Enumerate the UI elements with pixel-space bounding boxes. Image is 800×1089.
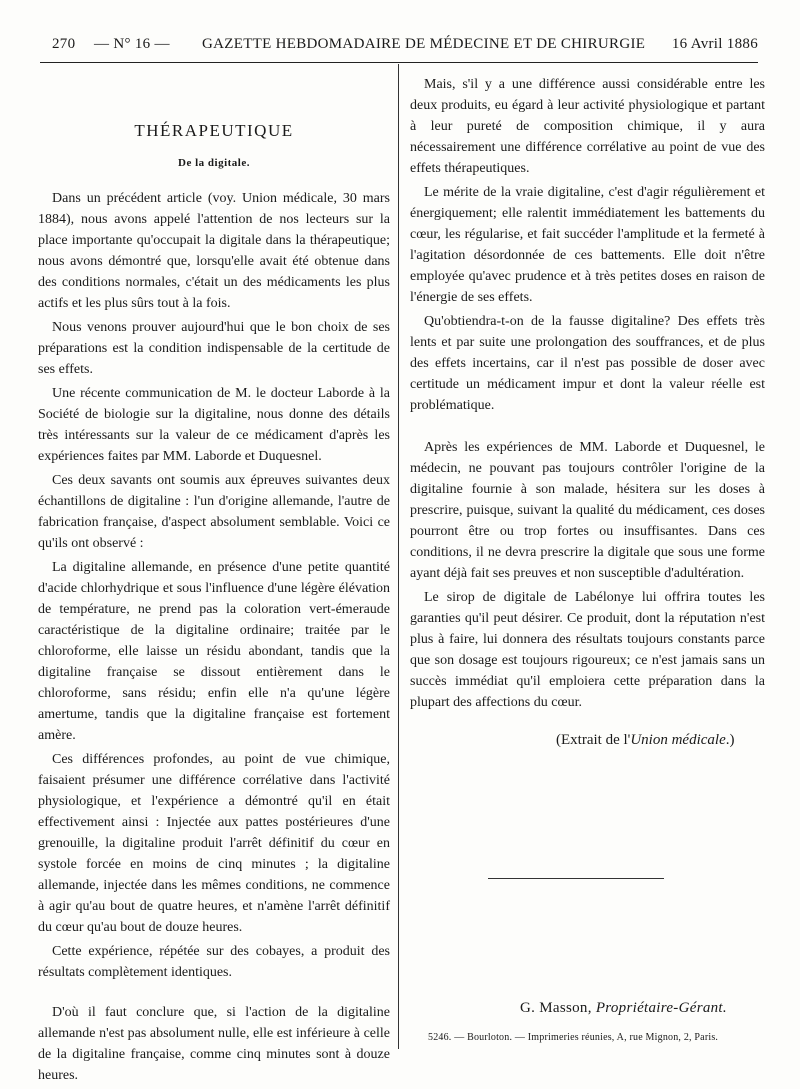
extract-source: Union médicale xyxy=(630,732,726,748)
signature-name: G. Masson, xyxy=(520,1000,592,1016)
page-header xyxy=(40,36,758,63)
paragraph: Ces différences profondes, au point de vue chimique, faisaient présumer une différence corrélative dans l'activité physiologique, et l'expérience a démontré qu'il en était effectivement ainsi : Injectée aux pattes postérieures d'une grenouille, la digitaline produit l'arrêt définitif du cœur en systole forcée en moins de cinq minutes ; la digitaline allemande, injectée dans les mêmes conditions, ne commence à agir qu'au bout de quatre heures, et n'amène l'arrêt définitif du cœur qu'au bout de douze heures. xyxy=(38,752,390,935)
printer-imprint: 5246. — Bourloton. — Imprimeries réunies, A, rue Mignon, 2, Paris. xyxy=(428,1032,719,1043)
paragraph: La digitaline allemande, en présence d'une petite quantité d'acide chlorhydrique et sous l'influence d'une légère élévation de température, ne prend pas la coloration vert-émeraude caractéristique de la digitaline ordinaire; traitée par le chloroforme, elle laisse un résidu abondant, tandis que la digitaline française se dissout entièrement dans le chloroforme, sans résidu; enfin elle n'a qu'une légère amertume, tandis que la digitaline française est fortement amère. xyxy=(38,560,390,743)
paragraph: D'où il faut conclure que, si l'action de la digitaline allemande n'est pas absolument nulle, elle est inférieure à celle de la digitaline française, comme cinq minutes sont à douze heures. xyxy=(38,1005,390,1083)
paragraph: Le sirop de digitale de Labélonye lui offrira toutes les garanties qu'il peut désirer. Ce produit, dont la réputation n'est plus à faire, lui donnera des résultats toujours constants parce que son dosage est toujours rigoureux; ce n'est jamais sans un succès immédiat qu'il emploiera cette préparation dans la plupart des affections du cœur. xyxy=(410,590,765,710)
spacer xyxy=(38,986,390,1002)
left-column xyxy=(38,120,390,1089)
paragraph: Nous venons prouver aujourd'hui que le bon choix de ses préparations est la condition indispensable de la certitude de ses effets. xyxy=(38,320,390,377)
paragraph: Après les expériences de MM. Laborde et Duquesnel, le médecin, ne pouvant pas toujours contrôler l'origine de la digitaline fournie à son malade, hésitera sur les doses à prescrire, puisque, suivant la qualité du médicament, ces doses pourront être ou trop fortes ou insuffisantes. Dans ces conditions, il ne devra prescrire la digitale que sous une forme ayant déjà fait ses preuves et non susceptible d'adultération. xyxy=(410,440,765,581)
paragraph: Mais, s'il y a une différence aussi considérable entre les deux produits, eu égard à leur activité physiologique et partant à leur pureté de composition chimique, il y aura nécessairement une différence corrélative au point de vue des effets thérapeutiques. xyxy=(410,77,765,176)
signature-role: Propriétaire-Gérant. xyxy=(595,1000,727,1016)
right-column xyxy=(410,74,765,716)
paragraph: Une récente communication de M. le docteur Laborde à la Société de biologie sur la digitaline, nous donne des détails très intéressants sur la valeur de ce médicament d'après les expériences faites par MM. Laborde et Duquesnel. xyxy=(38,386,390,464)
journal-title: GAZETTE HEBDOMADAIRE DE MÉDECINE ET DE CHIRURGIE xyxy=(202,36,646,52)
paragraph: Dans un précédent article (voy. Union médicale, 30 mars 1884), nous avons appelé l'attention de nos lecteurs sur la place importante qu'occupait la digitale dans la thérapeutique; nous avons démontré que, lorsqu'elle avait été obtenue dans des conditions normales, c'était un des médicaments les plus actifs et les plus sûrs tout à la fois. xyxy=(38,191,390,311)
article-subtitle: De la digitale. xyxy=(178,157,250,169)
extract-prefix: (Extrait de l' xyxy=(556,732,631,748)
signature xyxy=(520,1000,727,1017)
spacer xyxy=(410,419,765,437)
section-title: THÉRAPEUTIQUE xyxy=(134,121,294,140)
page-number: 270 xyxy=(52,36,76,52)
extract-credit xyxy=(556,732,734,749)
paragraph: Cette expérience, répétée sur des cobayes, a produit des résultats complètement identiques. xyxy=(38,944,390,980)
end-rule xyxy=(488,878,664,879)
paragraph: Qu'obtiendra-t-on de la fausse digitaline? Des effets très lents et par suite une prolongation des souffrances, et de plus des effets incertains, car il n'est pas possible de doser avec certitude un médicament impur et dont la valeur réelle est problématique. xyxy=(410,314,765,413)
column-divider xyxy=(398,64,399,1049)
issue-number: — N° 16 — xyxy=(94,36,170,52)
paragraph: Ces deux savants ont soumis aux épreuves suivantes deux échantillons de digitaline : l'un d'origine allemande, l'autre de fabrication française, d'aspect absolument semblable. Voici ce qu'ils ont observé : xyxy=(38,473,390,551)
issue-date: 16 Avril 1886 xyxy=(671,36,758,52)
paragraph: Le mérite de la vraie digitaline, c'est d'agir régulièrement et énergiquement; elle ralentit immédiatement les battements du cœur, les régularise, et fait succéder l'amplitude et la fermeté à l'agitation désordonnée de ces battements. Elle doit n'être employée qu'avec prudence et à très petites doses en raison de l'énergie de ses effets. xyxy=(410,185,765,305)
extract-suffix: .) xyxy=(725,732,735,748)
